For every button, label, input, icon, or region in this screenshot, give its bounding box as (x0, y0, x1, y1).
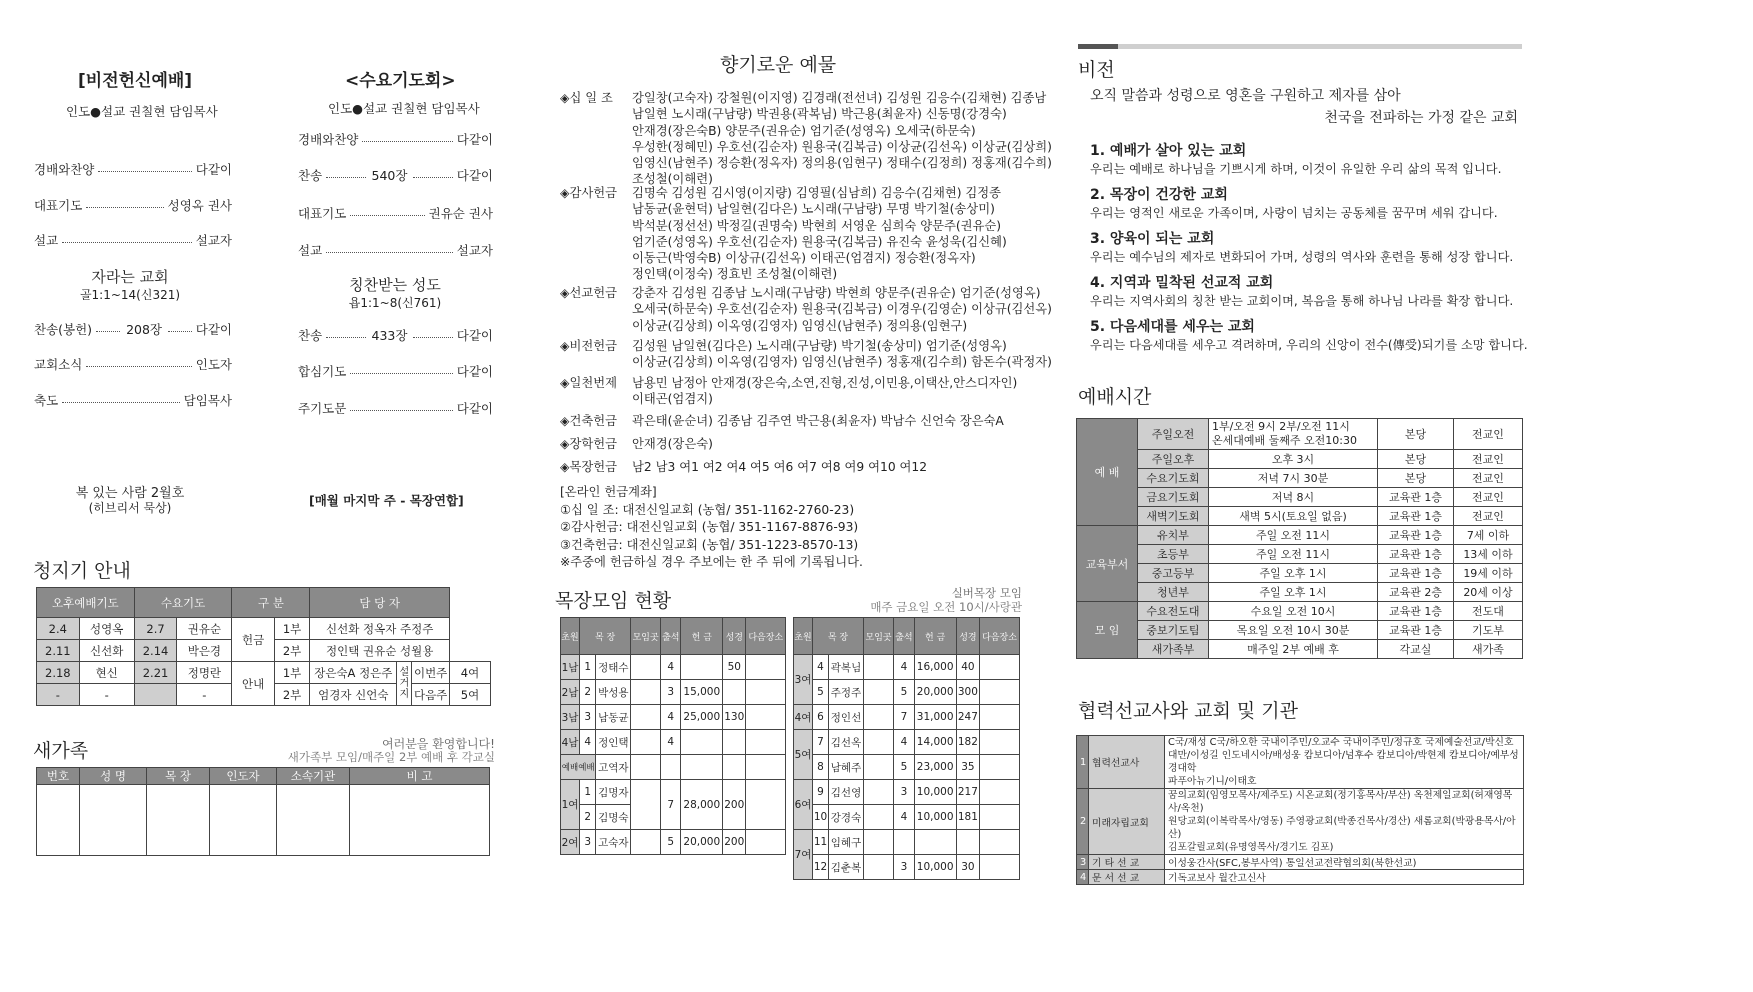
table-row: 금요기도회 저녁 8시 교육관 1층 전교인 (1077, 488, 1523, 507)
table-row: 주일오후 오후 3시 본당 전교인 (1077, 450, 1523, 469)
table-row: 12 김춘복 3 10,000 30 (794, 855, 1020, 880)
vision-item: 3. 양육이 되는 교회 우리는 예수님의 제자로 변화되어 가며, 성령의 역사와 훈련을 통해 성장 합니다. (1090, 231, 1514, 264)
table-row: 4여 6 정인선 7 31,000 247 (794, 705, 1020, 730)
table-row: 새벽기도회 새벽 5시(토요일 없음) 교육관 1층 전교인 (1077, 507, 1523, 526)
th-afternoon: 오후예배기도 (37, 588, 135, 618)
newfamily-table: 번호 성 명 목 장 인도자 소속기관 비 고 (36, 767, 490, 856)
vw-footer-sub: (히브리서 묵상) (88, 501, 172, 515)
cleaning-title: 청지기 안내 (33, 560, 131, 582)
cleaning-table (36, 587, 491, 706)
partners-title: 협력선교사와 교회 및 기관 (1078, 700, 1299, 722)
table-row: 2.11 신선화 2.14 박은경 2부 정인택 권유순 성월용 (37, 640, 491, 662)
times-title: 예배시간 (1078, 386, 1152, 408)
table-row: 1여 1 김명자 7 28,000 200 (561, 780, 786, 805)
table-row: - - - 2부 엄경자 신언숙 다음주 5여 (37, 684, 491, 706)
table-row: 예 배 주일오전 1부/오전 9시 2부/오전 11시 온세대예배 둘째주 오전10:30 본당 전교인 (1077, 419, 1523, 450)
wed-row: 찬송 540장 다같이 (298, 168, 494, 183)
column-right (1060, 0, 1750, 992)
table-row: 1 협력선교사 C국/재성 C국/하오한 국내이주민/오교수 국내이주민/정규호 국제예술선교/박신호 대만/이성길 인도네시아/배성웅 캄보디아/넘후수 캄보디아/박현제 캄보디아/예부성경대학 파푸아뉴기니/이태호 (1077, 736, 1524, 789)
partners-table (1076, 735, 1524, 885)
newfamily-note: 새가족부 모임/매주일 2부 예배 후 각교실 (287, 750, 495, 764)
wed-sermon-ref: 욥1:1~8(신761) (348, 296, 442, 310)
table-row: 4남 4 정인택 4 (561, 730, 786, 755)
table-row: 모 임 수요전도대 수요일 오전 10시 교육관 1층 전도대 (1077, 602, 1523, 621)
table-row: 10 강경숙 4 10,000 181 (794, 805, 1020, 830)
wed-footer: [매월 마지막 주 - 목장연합] (309, 493, 464, 508)
table-row: 8 남혜주 5 23,000 35 (794, 755, 1020, 780)
wednesday-title: <수요기도회> (345, 71, 456, 91)
vision-item: 2. 목장이 건강한 교회 우리는 영적인 새로운 가족이며, 사랑이 넘치는 공동체를 꿈꾸며 세워 갑니다. (1090, 187, 1498, 220)
newfamily-welcome: 여러분을 환영합니다! (382, 737, 495, 751)
mokjang-title: 목장모임 현황 (555, 590, 672, 612)
table-row: 5 주정주 5 20,000 300 (794, 680, 1020, 705)
table-row: 2남 2 박성용 3 15,000 (561, 680, 786, 705)
vw-sermon-title: 자라는 교회 (91, 268, 169, 286)
vw-row: 대표기도 성영옥 권사 (34, 198, 232, 213)
table-row: 2 미래자립교회 꿈의교회(임영모목사/제주도) 시온교회(정기홍목사/부산) 옥천제일교회(허재영목사/옥천) 원당교회(이복락목사/영동) 주영광교회(박종건목사/경산) 새롬교회(박광용목사/아산) 김포갈릴교회(유명영목사/경기도 김포) (1077, 789, 1524, 855)
vw-row: 교회소식 인도자 (34, 357, 232, 372)
mokjang-table-right: 초원 목 장 모임곳 출석 헌 금 성경 다음장소 3여 4 곽복님 4 16,000 40 5 주정주 5 20,000 300 4여 6 정인선 7 31,000 247 5여 7 김선옥 4 14,000 182 8 남혜주 5 23,000 35 6여 9 김선영 3 10,000 217 10 강경숙 4 10,000 181 7여 11 임혜구 12 김춘복 3 10,000 30 (793, 617, 1020, 880)
worship-times-table (1076, 418, 1523, 659)
table-row: 예배예배 고역자 (561, 755, 786, 780)
table-row: 4 문 서 선 교 기독교보사 월간고신사 (1077, 870, 1524, 885)
table-row: 3남 3 남동균 4 25,000 130 (561, 705, 786, 730)
vision-item: 5. 다음세대를 세우는 교회 우리는 다음세대를 세우고 격려하며, 우리의 신앙이 전수(傳受)되기를 소망 합니다. (1090, 319, 1528, 352)
mokjang-note1: 실버목장 모임 (951, 586, 1022, 600)
column-left (0, 0, 520, 992)
table-row: 교육부서 유치부 주일 오전 11시 교육관 1층 7세 이하 (1077, 526, 1523, 545)
offerings-title: 향기로운 예물 (720, 54, 837, 76)
table-row: 2.4 성영옥 2.7 권유순 헌금 1부 신선화 정옥자 주정주 (37, 618, 491, 640)
vw-row: 축도 담임목사 (34, 393, 232, 408)
wed-row: 대표기도 권유순 권사 (298, 206, 493, 221)
vw-row: 찬송(봉헌) 208장 다같이 (34, 322, 232, 337)
table-row: 2 김명숙 (561, 805, 786, 830)
vision-worship-title: [비전헌신예배] (78, 71, 193, 91)
wed-row: 합심기도 다같이 (298, 364, 493, 379)
vw-row: 설교 설교자 (34, 233, 232, 248)
table-row: 7여 11 임혜구 (794, 830, 1020, 855)
vision-bar-light (1118, 44, 1522, 49)
vision-statement-2: 천국을 전파하는 가정 같은 교회 (1324, 110, 1518, 126)
th-manager: 담 당 자 (310, 588, 450, 618)
table-row: 청년부 주일 오후 1시 교육관 2층 20세 이상 (1077, 583, 1523, 602)
vw-sermon-ref: 골1:1~14(신321) (79, 288, 181, 302)
online-account: [온라인 헌금계좌] ①십 일 조: 대전신일교회 (농협/ 351-1162-2760-23) ②감사헌금: 대전신일교회 (농협/ 351-1167-8876-93) ③건축헌금: 대전신일교회 (농협/ 351-1223-8570-13) ※주중에 헌금하실 경우 주보에는 한 주 뒤에 기록됩니다. (560, 485, 863, 569)
vision-item: 1. 예배가 살아 있는 교회 우리는 예배로 하나님을 기쁘시게 하며, 이것이 유일한 우리 삶의 목적 입니다. (1090, 143, 1502, 176)
table-row: 3 기 타 선 교 이성웅간사(SFC,봉부사역) 통일선교전략협의회(북한선교) (1077, 855, 1524, 870)
table-row: 중보기도팀 목요일 오전 10시 30분 교육관 1층 기도부 (1077, 621, 1523, 640)
vision-worship-leader: 인도●설교 권칠현 담임목사 (66, 104, 218, 119)
table-row: 수요기도회 저녁 7시 30분 본당 전교인 (1077, 469, 1523, 488)
vision-item: 4. 지역과 밀착된 선교적 교회 우리는 지역사회의 칭찬 받는 교회이며, 복음을 통해 하나님 나라를 확장 합니다. (1090, 275, 1514, 308)
vw-row: 경배와찬양 다같이 (34, 162, 232, 177)
th-part: 구 분 (232, 588, 310, 618)
vision-items (1090, 140, 1528, 360)
wednesday-leader: 인도●설교 권칠현 담임목사 (328, 101, 480, 116)
table-row: 2.18 현신 2.21 정명란 안내 1부 장은숙A 정은주 설거지 이번주 4여 (37, 662, 491, 684)
table-row: 새가족부 매주일 2부 예배 후 각교실 새가족 (1077, 640, 1523, 659)
mokjang-note2: 매주 금요일 오전 10시/사랑관 (870, 600, 1022, 614)
wed-sermon-title: 칭찬받는 성도 (349, 276, 441, 294)
vw-footer-title: 복 있는 사람 2월호 (75, 486, 185, 501)
wed-row: 주기도문 다같이 (298, 401, 493, 416)
table-row: 5여 7 김선옥 4 14,000 182 (794, 730, 1020, 755)
column-middle: 향기로운 예물 ◈십 일 조 강일창(고숙자) 강철원(이지영) 김경래(전선녀) 김성원 김응수(김채현) 김종남 남일현 노시래(구남량) 박권용(곽복님) 박근용(최윤자) 신동명(강경숙) 안재경(장은숙B) 양문주(권유순) 엄기준(성영옥) 오세국(하문숙) 우성한(정혜민) 우호선(김순자) 원용국(김복금) 이상균(김선옥) 이상균(김상희) 임영신(남현주) 정승환(정옥자) 정의용(임현구) 정태수(김정희) 정홍재(김수희) 조성철(이해련) ◈감사헌금 김명숙 김성원 김시영(이지량) 김영필(심남희) 김응수(김채현) 김정종 남동균(윤현덕) 남일현(김다은) 노시래(구남량) 무명 박기철(송상미) 박석분(정선선) 박정길(권명숙) 박현희 서영운 심희숙 양문주(권유순) 엄기준(성영옥) 우호선(김순자) 원용국(김복금) 유진숙 윤성욱(김신혜) 이동근(박영숙B) 이상규(김선옥) 이태곤(엄겸지) 정승환(정옥자) 정인택(이정숙) 정효빈 조성철(이해련) ◈선교헌금 강춘자 김성원 김종남 노시래(구남량) 박현희 양문주(권유순) 엄기준(성영옥) 오세국(하문숙) 우호선(김순자) 원용국(김복금) 이경우(김영순) 이상규(김선옥) 이상균(김상희) 이옥영(김영자) 임영신(남현주) 정의용(임현구) ◈비전헌금 김성원 남일현(김다은) 노시래(구남량) 박기철(송상미) 엄기준(성영옥) 이상균(김상희) 이옥영(김영자) 임영신(남현주) 정홍재(김수희) 함돈수(곽정자) ◈일천번제 남용민 남정아 안재경(장은숙,소연,진형,진성,이민용,이택산,안스디자인) 이태곤(엄겸지) ◈건축헌금 곽은태(윤순녀) 김종남 김주연 박근용(최윤자) 박남수 신언숙 장은숙A ◈장학헌금 안재경(장은숙) ◈목장헌금 남2 남3 여1 여2 여4 여5 여6 여7 여8 여9 여10 여12 [온라인 헌금계좌] ①십 일 조: 대전신일교회 (농협/ 351-1162-2760-23) ②감사헌금: 대전신일교회 (농협/ 351-1167-8876-93) ③건축헌금: 대전신일교회 (농협/ 351-1223-8570-13) ※주중에 헌금하실 경우 주보에는 한 주 뒤에 기록됩니다. 목장모임 현황 실버목장 모임 매주 금요일 오전 10시/사랑관 초원 목 장 모임곳 출석 헌 금 성경 다음장소 1남 1 정태수 4 50 2남 2 박성용 3 15,000 3남 3 남동균 4 25,000 130 4남 4 정인택 4 예배예배 고역자 1여 1 김명자 7 28,000 200 2 김명숙 2여 3 고숙자 5 20,000 200 초원 목 장 모임곳 출석 헌 금 성경 다음장소 3여 4 곽복님 4 16,000 40 5 주정주 5 20,000 300 4여 6 정인선 7 31,000 247 5여 7 김선옥 4 14,000 182 8 남혜주 5 23,000 35 6여 9 김선영 3 10,000 217 10 강경숙 4 10,000 181 7여 11 임혜구 12 김춘복 3 10,000 30 (530, 0, 1050, 992)
table-row: 3여 4 곽복님 4 16,000 40 (794, 655, 1020, 680)
table-row: 1남 1 정태수 4 50 (561, 655, 786, 680)
table-row: 중고등부 주일 오후 1시 교육관 1층 19세 이하 (1077, 564, 1523, 583)
wed-row: 경배와찬양 다같이 (298, 132, 493, 147)
wed-row: 찬송 433장 다같이 (298, 328, 494, 343)
wed-row: 설교 설교자 (298, 243, 493, 258)
mokjang-table-left: 초원 목 장 모임곳 출석 헌 금 성경 다음장소 1남 1 정태수 4 50 2남 2 박성용 3 15,000 3남 3 남동균 4 25,000 130 4남 4 정인택 4 예배예배 고역자 1여 1 김명자 7 28,000 200 2 김명숙 2여 3 고숙자 5 20,000 200 (560, 617, 786, 855)
table-row: 초등부 주일 오전 11시 교육관 1층 13세 이하 (1077, 545, 1523, 564)
th-wed: 수요기도 (134, 588, 232, 618)
newfamily-title: 새가족 (33, 740, 89, 762)
vision-bar-dark (1078, 44, 1118, 49)
vision-title: 비전 (1078, 59, 1115, 81)
table-row: 2여 3 고숙자 5 20,000 200 (561, 830, 786, 855)
vision-statement-1: 오직 말씀과 성령으로 영혼을 구원하고 제자를 삼아 (1090, 88, 1401, 104)
table-row: 6여 9 김선영 3 10,000 217 (794, 780, 1020, 805)
